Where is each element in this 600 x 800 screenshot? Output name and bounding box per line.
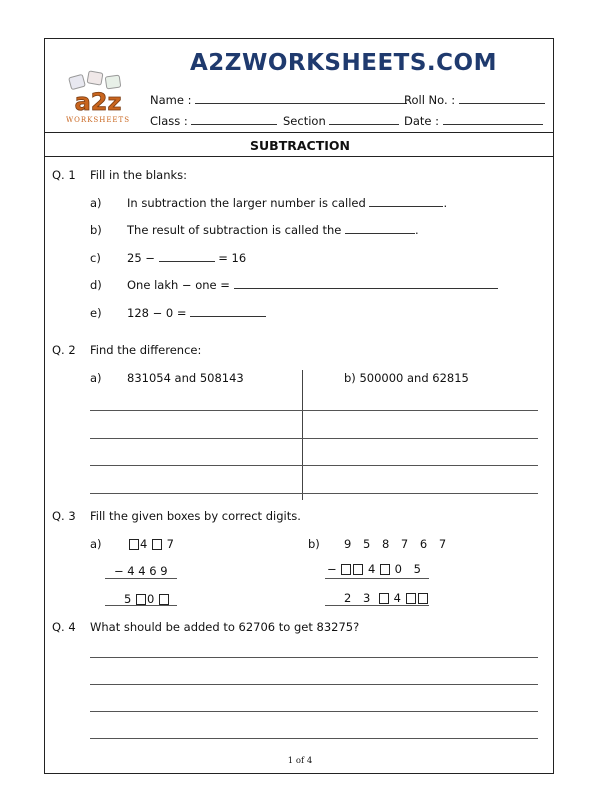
header-divider [44,132,554,133]
digit-box[interactable] [379,593,389,604]
q3-text: Fill the given boxes by correct digits. [90,509,301,523]
digit-box[interactable] [406,593,416,604]
q3a-label: a) [90,537,102,551]
q4-answer-line[interactable] [90,711,538,712]
title-divider [44,156,554,157]
q1-text: Fill in the blanks: [90,168,188,182]
q3b-label: b) [308,537,320,551]
q3b-middle-row: − 4 0 5 [327,562,425,576]
date-field[interactable]: Date : [404,114,543,128]
q3a-rule [105,605,177,606]
q4-text: What should be added to 62706 to get 83275? [90,620,360,634]
page-number: 1 of 4 [287,756,313,766]
page-title: SUBTRACTION [250,138,350,153]
q2b-text: b) 500000 and 62815 [344,371,469,385]
a2z-logo [58,70,138,126]
digit-box[interactable] [159,594,169,605]
q1c-blank[interactable] [159,251,215,262]
q1d-question: One lakh − one = [127,278,498,292]
q1d-blank[interactable] [234,278,498,289]
q3a-rule [105,578,177,579]
q2a-label: a) [90,371,102,385]
digit-box[interactable] [129,539,139,550]
q2-answer-line[interactable] [90,410,538,411]
q3b-top-row: 9 5 8 7 6 7 [344,537,451,551]
svg-text:WORKSHEETS: WORKSHEETS [65,116,131,124]
q2-column-divider [302,370,303,500]
q2-answer-line[interactable] [90,493,538,494]
q1d-label: d) [90,278,102,292]
q1-number: Q. 1 [52,168,76,182]
site-title: A2ZWORKSHEETS.COM [190,50,497,76]
q1e-question: 128 − 0 = [127,306,266,320]
digit-box[interactable] [353,564,363,575]
q2-number: Q. 2 [52,343,76,357]
digit-box[interactable] [152,539,162,550]
class-field[interactable]: Class : [150,114,277,128]
q3a-middle-row: − 4 4 6 9 [114,564,168,578]
q1b-label: b) [90,223,102,237]
section-field[interactable]: Section [283,114,399,128]
q1a-blank[interactable] [369,196,443,207]
name-field[interactable]: Name : [150,93,407,107]
q2-text: Find the difference: [90,343,202,357]
q1e-blank[interactable] [190,306,266,317]
q1b-question: The result of subtraction is called the . [127,223,419,237]
q1c-question: 25 − = 16 [127,251,247,265]
q3-number: Q. 3 [52,509,76,523]
digit-box[interactable] [418,593,428,604]
digit-box[interactable] [380,564,390,575]
q4-answer-line[interactable] [90,684,538,685]
digit-box[interactable] [341,564,351,575]
q2a-text: 831054 and 508143 [127,371,244,385]
q2-answer-line[interactable] [90,465,538,466]
q4-number: Q. 4 [52,620,76,634]
q1a-label: a) [90,196,102,210]
q3a-result-row: 5 0 [124,592,170,606]
q3b-rule [325,578,429,579]
q3a-top-row: 4 7 [128,537,174,551]
digit-box[interactable] [136,594,146,605]
q1b-blank[interactable] [345,223,415,234]
q1c-label: c) [90,251,101,265]
q3b-rule [325,605,429,606]
q3b-result-row: 2 3 4 [344,591,429,605]
q4-answer-line[interactable] [90,657,538,658]
q4-answer-line[interactable] [90,738,538,739]
q1a-question: In subtraction the larger number is called . [127,196,448,210]
q2-answer-line[interactable] [90,438,538,439]
roll-field[interactable]: Roll No. : [404,93,545,107]
q1e-label: e) [90,306,102,320]
svg-text:a2z: a2z [74,88,122,116]
